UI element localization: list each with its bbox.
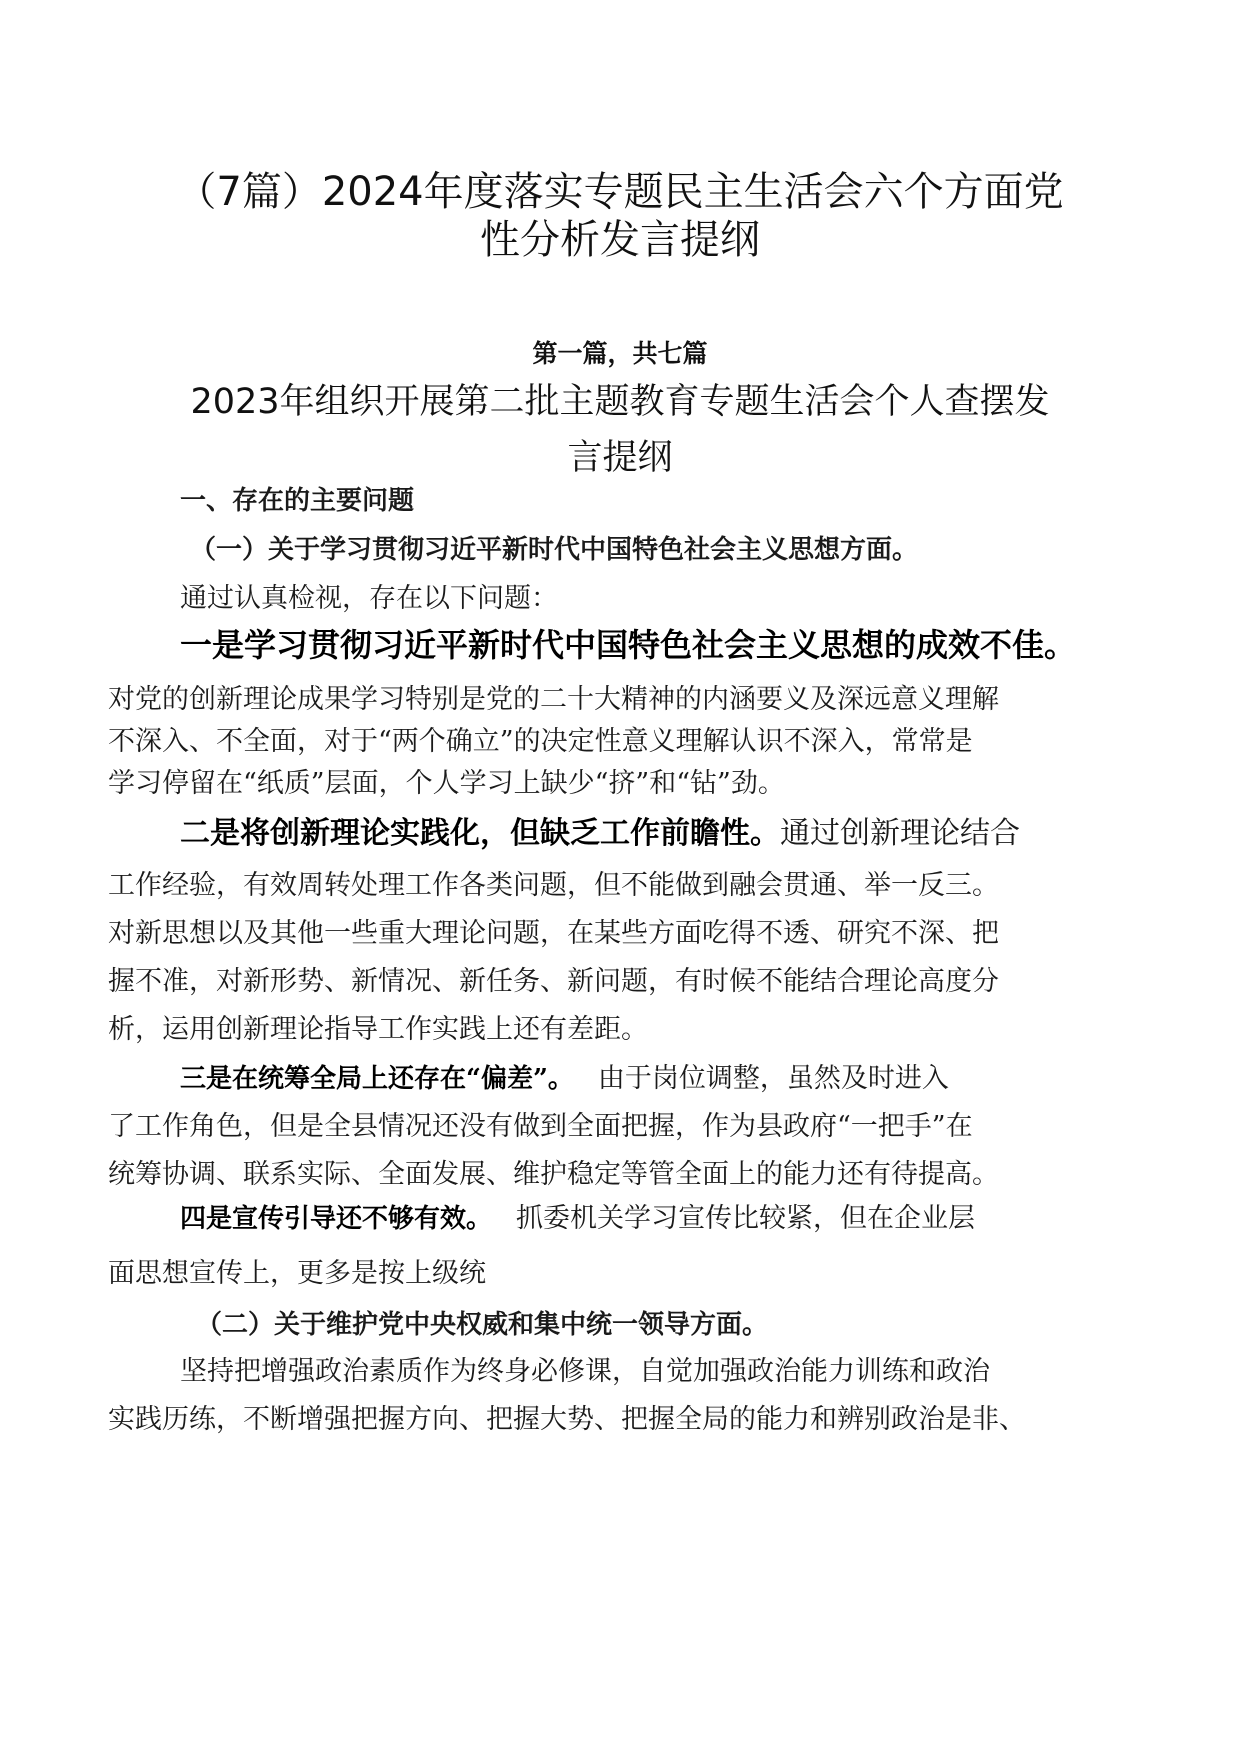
point-4-line-1 <box>180 1202 975 1236</box>
point-1-title: 一是学习贯彻习近平新时代中国特色社会主义思想的成效不佳。 <box>180 626 1077 664</box>
point-4-title: 四是宣传引导还不够有效。 <box>180 1204 493 1234</box>
point-1-line-3: 学习停留在“纸质”层面，个人学习上缺少“挤”和“钻”劲。 <box>108 768 785 799</box>
subtitle-line-2: 言提纲 <box>567 438 673 478</box>
point-2-line-1-rest: 通过创新理论结合 <box>780 816 1020 851</box>
point-3-line-1-rest: 由于岗位调整，虽然及时进入 <box>597 1063 949 1094</box>
document-title-line-1: （7篇）2024年度落实专题民主生活会六个方面党 <box>176 169 1064 215</box>
point-4-line-1-rest: 抓委机关学习宣传比较紧，但在企业层 <box>516 1203 976 1234</box>
point-3-title: 三是在统筹全局上还存在“偏差”。 <box>180 1064 574 1094</box>
point-2-line-2: 工作经验，有效周转处理工作各类问题，但不能做到融会贯通、举一反三。 <box>108 870 999 901</box>
point-2-title: 二是将创新理论实践化，但缺乏工作前瞻性。 <box>180 816 780 851</box>
point-3-line-3: 统筹协调、联系实际、全面发展、维护稳定等管全面上的能力还有待提高。 <box>108 1159 999 1190</box>
subsection-2-line-1: 坚持把增强政治素质作为终身必修课，自觉加强政治能力训练和政治 <box>180 1356 990 1387</box>
subsection-2-heading: （二）关于维护党中央权威和集中统一领导方面。 <box>196 1310 769 1340</box>
part-label: 第一篇，共七篇 <box>532 339 708 368</box>
subtitle-line-1: 2023年组织开展第二批主题教育专题生活会个人查摆发 <box>190 382 1050 422</box>
section-1-heading: 一、存在的主要问题 <box>180 486 415 516</box>
point-1-line-1: 对党的创新理论成果学习特别是党的二十大精神的内涵要义及深远意义理解 <box>108 684 999 715</box>
point-2-line-3: 对新思想以及其他一些重大理论问题，在某些方面吃得不透、研究不深、把 <box>108 918 999 949</box>
point-3-line-2: 了工作角色，但是全县情况还没有做到全面把握，作为县政府“一把手”在 <box>108 1111 973 1142</box>
subsection-2-line-2: 实践历练，不断增强把握方向、把握大势、把握全局的能力和辨别政治是非、 <box>108 1404 1026 1435</box>
point-4-line-2: 面思想宣传上，更多是按上级统 <box>108 1258 486 1289</box>
point-3-line-1 <box>180 1062 949 1096</box>
document-title-line-2: 性分析发言提纲 <box>480 217 760 263</box>
point-2-line-5: 析，运用创新理论指导工作实践上还有差距。 <box>108 1014 648 1045</box>
point-2-line-4: 握不准，对新形势、新情况、新任务、新问题，有时候不能结合理论高度分 <box>108 966 999 997</box>
point-2-line-1 <box>180 817 1020 852</box>
intro-text: 通过认真检视，存在以下问题： <box>180 583 558 614</box>
subsection-1-heading: （一）关于学习贯彻习近平新时代中国特色社会主义思想方面。 <box>190 535 919 565</box>
point-1-line-2: 不深入、不全面，对于“两个确立”的决定性意义理解认识不深入，常常是 <box>108 726 973 757</box>
